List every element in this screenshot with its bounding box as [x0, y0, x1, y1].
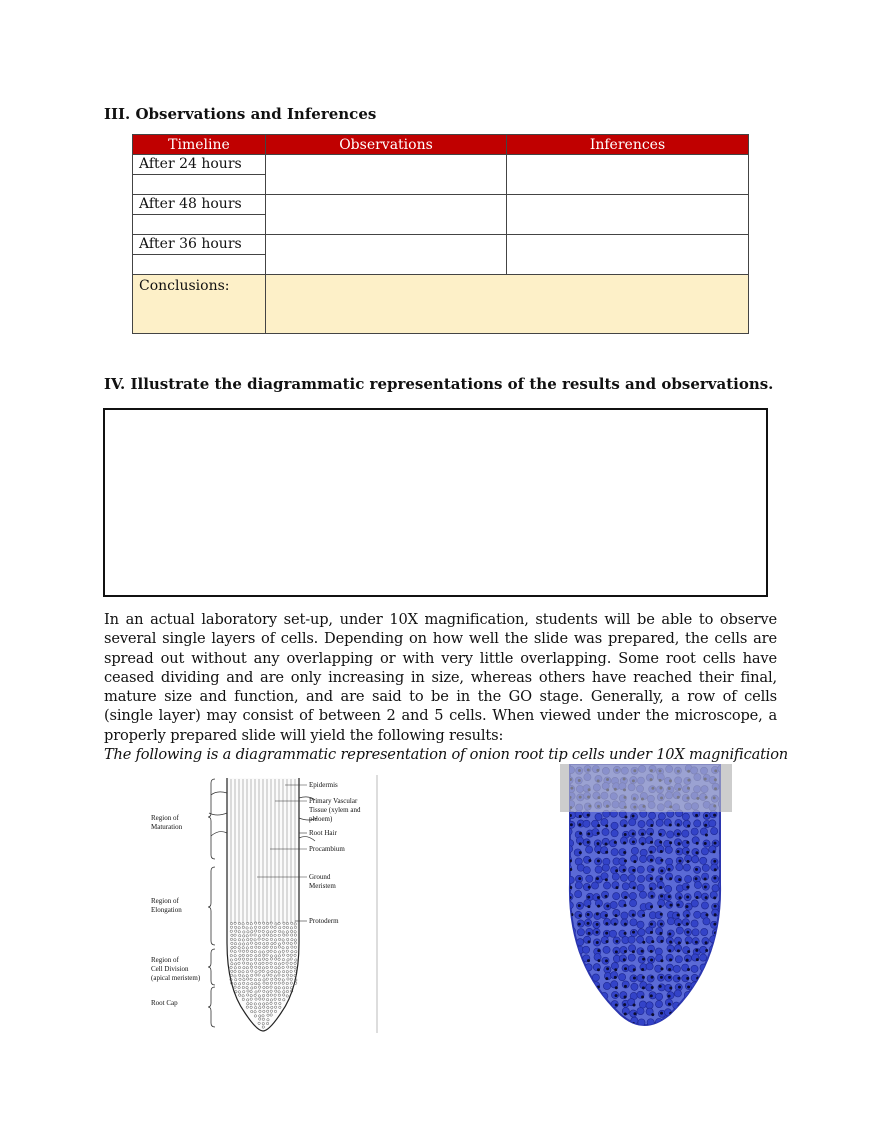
- observation-cell[interactable]: [266, 195, 507, 235]
- inference-cell[interactable]: [507, 155, 749, 195]
- label-root-cap: Root Cap: [151, 999, 178, 1007]
- table-row: [133, 155, 749, 175]
- root-tip-diagram: [145, 773, 380, 1035]
- label-maturation: Region of Maturation: [151, 814, 183, 831]
- header-observations: Observations: [266, 135, 507, 155]
- label-epidermis: Epidermis: [309, 781, 338, 789]
- blank-cell: [133, 215, 266, 235]
- label-root-hair: Root Hair: [309, 829, 337, 837]
- timeline-cell: After 36 hours: [133, 235, 266, 255]
- table-row: [133, 235, 749, 255]
- timeline-cell: After 24 hours: [133, 155, 266, 175]
- inference-cell[interactable]: [507, 195, 749, 235]
- label-procambium: Procambium: [309, 845, 345, 853]
- inference-cell[interactable]: [507, 235, 749, 275]
- conclusions-label: Conclusions:: [133, 275, 266, 334]
- micrograph-root-tip: [540, 764, 752, 1036]
- observations-table: [132, 134, 749, 334]
- observation-cell[interactable]: [266, 155, 507, 195]
- label-vascular-tissue: Primary Vascular Tissue (xylem and phloem): [309, 797, 361, 823]
- section-heading-illustrate: IV. Illustrate the diagrammatic representations of the results and observations.: [104, 375, 774, 393]
- conclusions-cell[interactable]: [266, 275, 749, 334]
- section-heading-observations: III. Observations and Inferences: [104, 105, 377, 123]
- body-paragraph: In an actual laboratory set-up, under 10X magnification, students will be able to observe several single layers of cells. Depending on how well the slide was prepared, the cells are spread out without any overlapping or with very little overlapping. Some root cells have ceased dividing and are only increasing in size, whereas others have reached their final, mature size and function, and are said to be in the GO stage. Generally, a row of cells (single layer) may consist of between 2 and 5 cells. When viewed under the microscope, a properly prepared slide will yield the following results:: [104, 611, 777, 744]
- conclusions-row: [133, 275, 749, 334]
- label-protoderm: Protoderm: [309, 917, 339, 925]
- table-row: [133, 195, 749, 215]
- blank-cell: [133, 175, 266, 195]
- label-ground-meristem: Ground Meristem: [309, 873, 336, 890]
- label-cell-division: Region of Cell Division (apical meristem): [151, 956, 201, 982]
- timeline-cell: After 48 hours: [133, 195, 266, 215]
- blank-cell: [133, 255, 266, 275]
- observation-cell[interactable]: [266, 235, 507, 275]
- header-inferences: Inferences: [507, 135, 749, 155]
- label-elongation: Region of Elongation: [151, 897, 182, 914]
- header-timeline: Timeline: [133, 135, 266, 155]
- drawing-area[interactable]: [103, 408, 768, 597]
- table-header-row: [133, 135, 749, 155]
- figure-caption: The following is a diagrammatic representation of onion root tip cells under 10X magnification: [104, 746, 788, 763]
